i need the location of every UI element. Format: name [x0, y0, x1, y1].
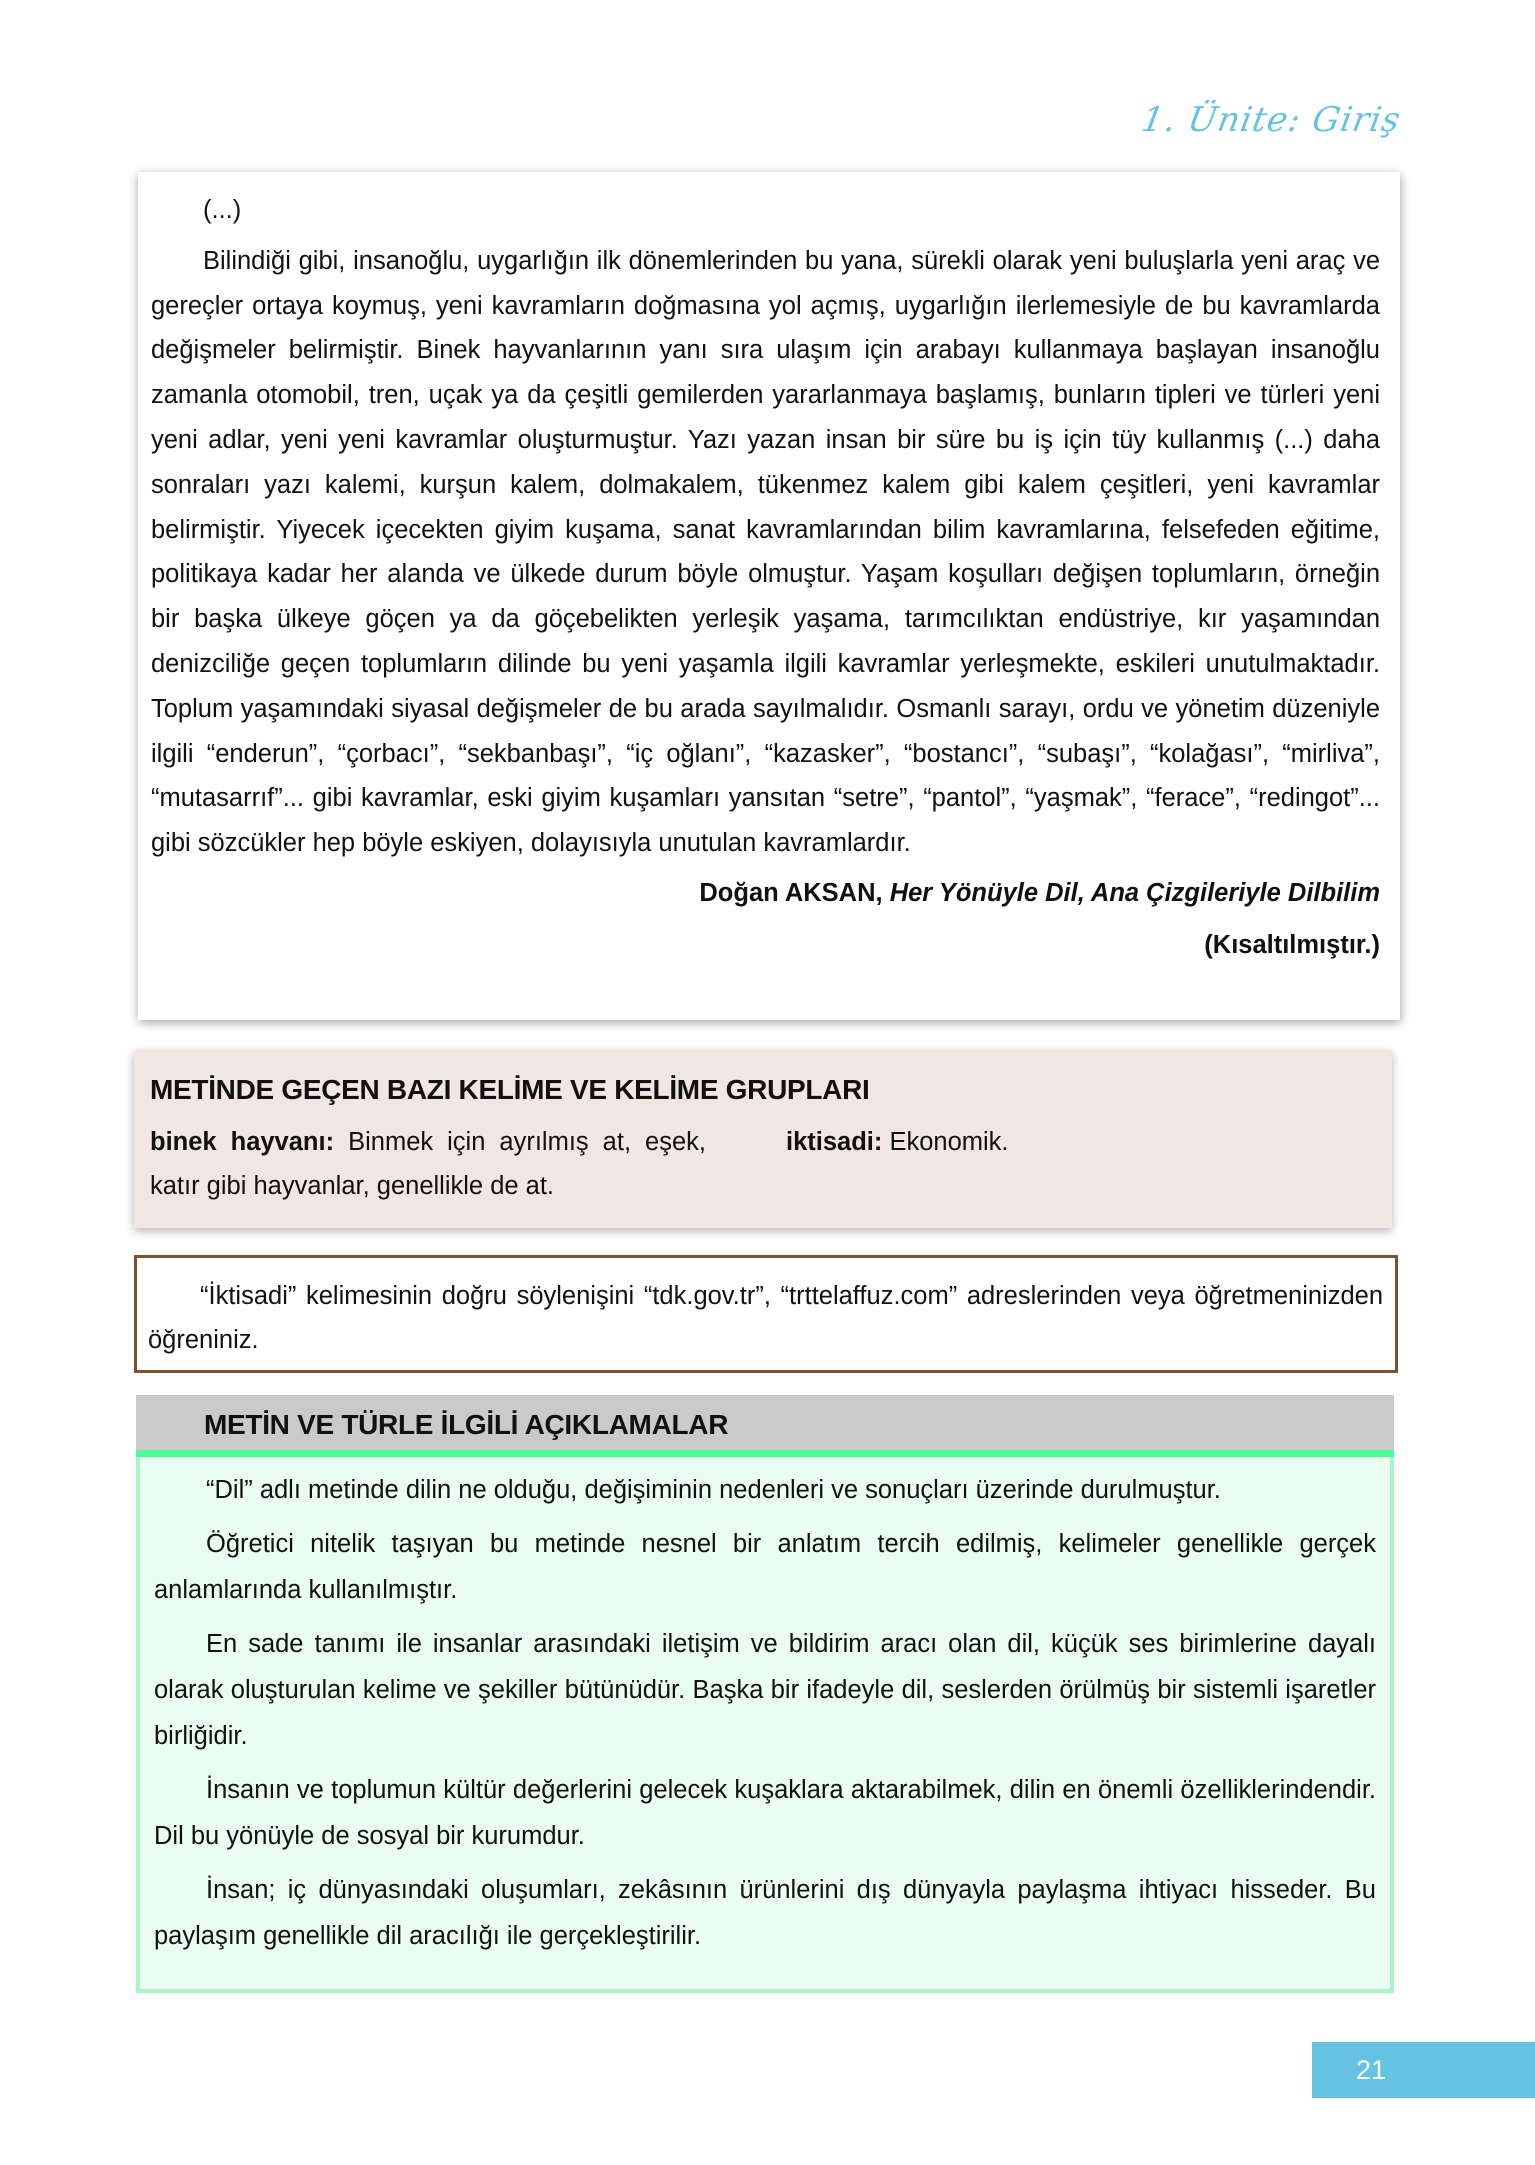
- source-note: (Kısaltılmıştır.): [1204, 930, 1380, 959]
- vocabulary-definition: Binmek için ayrılmış at, eşek, katır gibi hayvanlar, genellikle de at.: [150, 1128, 706, 1200]
- vocabulary-term: binek hayvanı:: [150, 1128, 335, 1156]
- quote-ellipsis: (...): [203, 196, 242, 224]
- vocabulary-term: iktisadi:: [786, 1128, 883, 1156]
- tip-text: “İktisadi” kelimesinin doğru söylenişini “tdk.gov.tr”, “trttelaffuz.com” adreslerinden veya öğretmeninizden öğreniniz.: [148, 1282, 1383, 1354]
- quote-card: [138, 172, 1400, 1020]
- vocabulary-box: [134, 1050, 1392, 1228]
- explanations-title: METİN VE TÜRLE İLGİLİ AÇIKLAMALAR: [136, 1395, 1394, 1450]
- vocabulary-list: [150, 1120, 1378, 1208]
- vocabulary-entry: [150, 1120, 746, 1208]
- explanation-paragraph: Öğretici nitelik taşıyan bu metinde nesnel bir anlatım tercih edilmiş, kelimeler genellikle gerçek anlamlarında kullanılmıştır.: [154, 1530, 1376, 1604]
- page-number: 21: [1312, 2042, 1535, 2098]
- pronunciation-tip-box: [134, 1255, 1398, 1373]
- explanation-paragraph: İnsan; iç dünyasındaki oluşumları, zekâsının ürünlerini dış dünyayla paylaşma ihtiyacı hisseder. Bu paylaşım genellikle dil aracılığı ile gerçekleştirilir.: [154, 1876, 1376, 1950]
- quote-paragraph: Bilindiği gibi, insanoğlu, uygarlığın ilk dönemlerinden bu yana, sürekli olarak yeni buluşlarla yeni araç ve gereçler ortaya koymuş, yeni kavramların doğmasına yol açmış, uygarlığın ilerlemesiyle de bu kavramlarda değişmeler belirmiştir. Binek hayvanlarının yanı sıra ulaşım için arabayı kullanmaya başlayan insanoğlu zamanla otomobil, tren, uçak ya da çeşitli gemilerden yararlanmaya başlamış, bunların tipleri ve türleri yeni yeni adlar, yeni yeni kavramlar oluşturmuştur. Yazı yazan insan bir süre bu iş için tüy kullanmış (...) daha sonraları yazı kalemi, kurşun kalem, dolmakalem, tükenmez kalem gibi kalem çeşitleri, yeni kavramlar belirmiştir. Yiyecek içecekten giyim kuşama, sanat kavramlarından bilim kavramlarına, felsefeden eğitime, politikaya kadar her alanda ve ülkede durum böyle olmuştur. Yaşam koşulları değişen toplumların, örneğin bir başka ülkeye göçen ya da göçebelikten yerleşik yaşama, tarımcılıktan endüstriye, kır yaşamından denizciliğe geçen toplumların dilinde bu yeni yaşamla ilgili kavramlar yerleşmekte, eskileri unutulmaktadır. Toplum yaşamındaki siyasal değişmeler de bu arada sayılmalıdır. Osmanlı sarayı, ordu ve yönetim düzeniyle ilgili “enderun”, “çorbacı”, “sekbanbaşı”, “iç oğlanı”, “kazasker”, “bostancı”, “subaşı”, “kolağası”, “mirliva”, “mutasarrıf”... gibi kavramlar, eski giyim kuşamları yansıtan “setre”, “pantol”, “yaşmak”, “ferace”, “redingot”... gibi sözcükler hep böyle eskiyen, dolayısıyla unutulan kavramlardır.: [151, 246, 1380, 858]
- source-author: Doğan AKSAN,: [699, 878, 883, 907]
- unit-title: 1. Ünite: Giriş: [1138, 100, 1404, 140]
- explanation-paragraph: İnsanın ve toplumun kültür değerlerini gelecek kuşaklara aktarabilmek, dilin en önemli özelliklerindendir. Dil bu yönüyle de sosyal bir kurumdur.: [154, 1776, 1376, 1850]
- vocabulary-definition: Ekonomik.: [882, 1128, 1009, 1156]
- vocabulary-title: METİNDE GEÇEN BAZI KELİME VE KELİME GRUPLARI: [150, 1074, 870, 1105]
- explanations-section: [136, 1395, 1394, 1993]
- quote-source: [151, 868, 1380, 918]
- section-divider-stripe: [136, 1450, 1394, 1457]
- source-title: Her Yönüyle Dil, Ana Çizgileriyle Dilbilim: [889, 878, 1380, 907]
- vocabulary-entry: [746, 1120, 1378, 1208]
- explanation-paragraph: En sade tanımı ile insanlar arasındaki iletişim ve bildirim aracı olan dil, küçük ses birimlerine dayalı olarak oluşturulan kelime ve şekiller bütünüdür. Başka bir ifadeyle dil, seslerden örülmüş bir sistemli işaretler birliğidir.: [154, 1630, 1376, 1750]
- explanation-paragraph: “Dil” adlı metinde dilin ne olduğu, değişiminin nedenleri ve sonuçları üzerinde durulmuştur.: [206, 1476, 1221, 1504]
- explanations-body: [136, 1457, 1394, 1993]
